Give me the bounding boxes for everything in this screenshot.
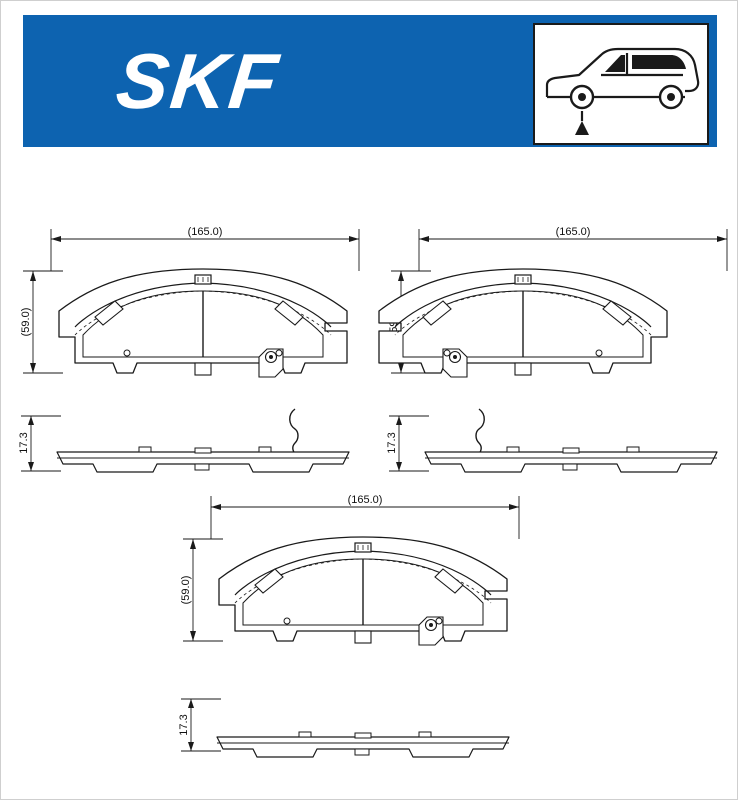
brand-name: SKF (112, 37, 284, 125)
header-banner (23, 15, 717, 147)
dim-thickness-bottom: 17.3 (178, 714, 190, 736)
skf-logo (33, 33, 363, 129)
front-view-right (379, 226, 727, 377)
dim-height-left: (59.0) (20, 307, 32, 337)
front-view-bottom (180, 494, 519, 645)
dim-height-bottom: (59.0) (180, 575, 192, 605)
dim-width-left: (165.0) (187, 226, 223, 238)
technical-drawing-area (1, 151, 738, 801)
side-view-left (18, 409, 349, 472)
side-view-right (386, 409, 717, 472)
side-view-bottom (178, 699, 509, 757)
dim-width-bottom: (165.0) (347, 494, 383, 506)
dim-thickness-left: 17.3 (18, 432, 30, 454)
dim-width-right: (165.0) (555, 226, 591, 238)
front-view-left (20, 226, 359, 377)
car-front-axle-icon (533, 23, 709, 145)
dim-thickness-right: 17.3 (386, 432, 398, 454)
